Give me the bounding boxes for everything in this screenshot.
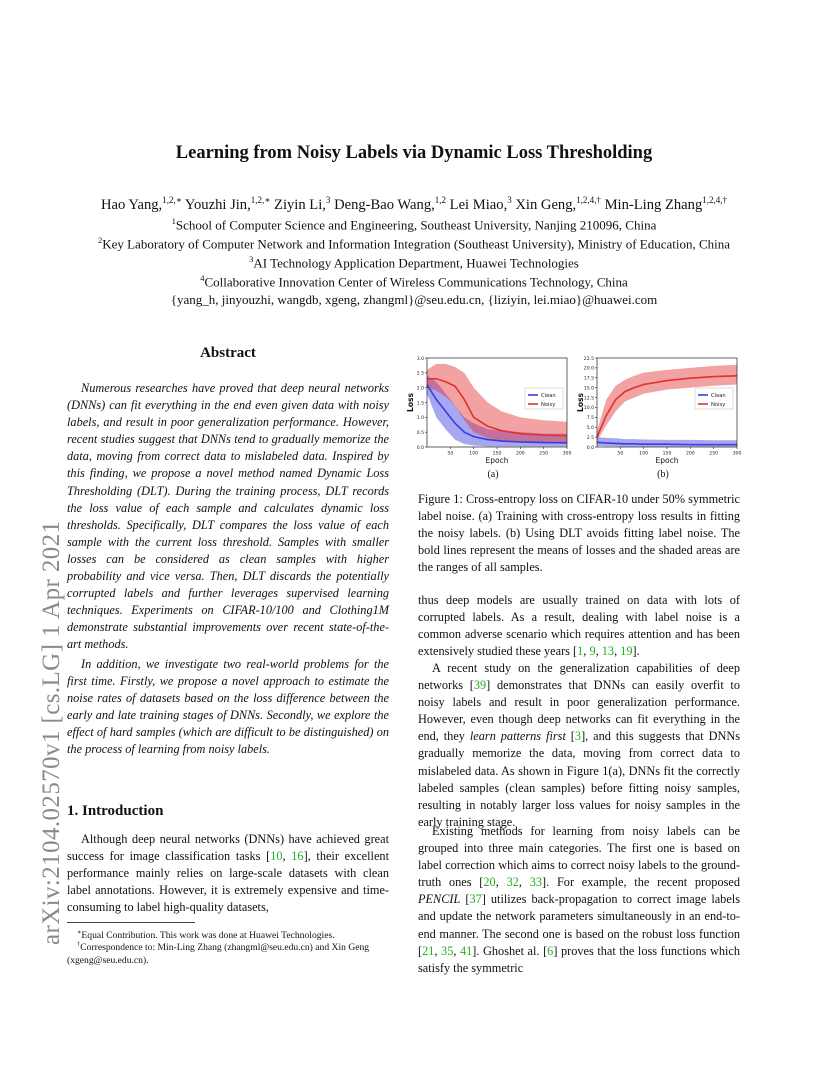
- author: Youzhi Jin,$^{1,2,∗}$: [181, 195, 271, 213]
- body-paragraph: [418, 823, 740, 977]
- footnote: ∗Equal Contribution. This work was done at Huawei Technologies.: [77, 929, 335, 942]
- x-tick-label: 250: [709, 451, 719, 457]
- text-run: ], and this suggests that DNNs gradually memorize the data, moving from correct data to mislabeled data. As shown in Figure 1(a), DNNs fit the correctly labeled samples (clean samples) before fitting noisy samples, resulting in notably larger loss values for noisy samples in the early training stage.: [418, 729, 741, 829]
- text-run: ,: [453, 943, 460, 958]
- author-list: [0, 195, 828, 214]
- text-run: A recent study on the generalization capabilities of deep networks [: [418, 661, 740, 693]
- text-run: Existing methods for learning from noisy labels can be grouped into three main categories. The first one is based on label correction which aims to correct noisy labels to the ground-truth ones [: [418, 824, 740, 890]
- y-tick-label: 0.0: [416, 445, 424, 451]
- y-tick-label: 2.0: [416, 386, 424, 392]
- arxiv-stamp: arXiv:2104.02570v1 [cs.LG] 1 Apr 2021: [38, 520, 65, 945]
- text-run: ,: [614, 644, 621, 659]
- citation-link[interactable]: 1: [577, 644, 584, 659]
- x-tick-label: 50: [447, 451, 454, 457]
- affiliation: $^4$Collaborative Innovation Center of Wireless Communications Technology, China: [200, 273, 628, 290]
- text-run: [: [460, 892, 470, 907]
- y-tick-label: 10.0: [583, 406, 594, 412]
- figure-caption: Figure 1: Cross-entropy loss on CIFAR-10 under 50% symmetric label noise. (a) Training with cross-entropy loss results in fitting the noisy labels. (b) Using DLT avoids fitting label noise. The bold lines represent the means of losses and the shaded areas are the ranges of all samples.: [418, 492, 740, 575]
- x-tick-label: 100: [469, 451, 479, 457]
- author: Lei Miao,$^3$: [446, 195, 512, 213]
- abstract-heading: Abstract: [200, 345, 256, 361]
- subfigure-label: (b): [657, 469, 669, 480]
- citation-link[interactable]: 10: [270, 849, 283, 864]
- author: Xin Geng,$^{1,2,4,\dagger}$: [511, 195, 601, 213]
- x-tick-label: 250: [539, 451, 549, 457]
- y-tick-label: 20.0: [583, 366, 594, 372]
- text-run: ] proves that the loss functions which satisfy the symmetric: [418, 943, 740, 975]
- figure-1a-chart: [404, 350, 574, 468]
- abstract-paragraph: In addition, we investigate two real-world problems for the first time. Firstly, we propose a novel approach to estimate the noise rates of datasets based on the loss difference between the early and late training stages of DNNs. Secondly, we explore the effect of hard samples (which are difficult to be distinguished) on the process of learning from noisy labels.: [67, 657, 389, 757]
- author-emails: {yang_h, jinyouzhi, wangdb, xgeng, zhangml}@seu.edu.cn, {liziyin, lei.miao}@huawei.com: [170, 292, 658, 307]
- legend-label-noisy: Noisy: [711, 401, 726, 408]
- x-tick-label: 150: [662, 451, 672, 457]
- text-run: ,: [518, 875, 530, 890]
- author: Deng-Bao Wang,$^{1,2}$: [330, 195, 447, 213]
- x-tick-label: 300: [562, 451, 572, 457]
- y-tick-label: 0.5: [416, 430, 424, 436]
- y-tick-label: 3.0: [416, 356, 424, 362]
- text-run: ,: [595, 644, 602, 659]
- citation-link[interactable]: 33: [529, 875, 543, 890]
- author: Hao Yang,$^{1,2,∗}$: [100, 195, 182, 213]
- text-run: ].: [632, 644, 640, 659]
- legend-label-clean: Clean: [711, 392, 726, 399]
- y-tick-label: 17.5: [583, 376, 594, 382]
- citation-link[interactable]: 21: [422, 943, 435, 958]
- citation-link[interactable]: 20: [483, 875, 496, 890]
- text-run: ] demonstrates that DNNs can easily overfit to noisy labels and result in poor generalization performance. However, even though deep networks can fit everything in the end, they: [418, 678, 740, 744]
- figure-1b-chart: [574, 350, 744, 468]
- y-tick-label: 7.5: [586, 416, 594, 422]
- text-run: [: [565, 729, 575, 744]
- y-tick-label: 2.5: [586, 435, 594, 441]
- text-run: Although deep neural networks (DNNs) have achieved great success for image classification tasks [: [67, 832, 389, 864]
- text-run: ], their excellent performance mainly relies on large-scale datasets with clean label annotations. However, it is extremely expensive and time-consuming to label high-quality datasets,: [67, 849, 389, 915]
- emphasis-text: PENCIL: [418, 892, 461, 907]
- affiliation: $^2$Key Laboratory of Computer Network and Information Integration (Southeast University), Ministry of Education, China: [97, 235, 731, 252]
- text-run: ]. Ghoshet al. [: [472, 943, 548, 958]
- citation-link[interactable]: 3: [574, 729, 582, 744]
- text-run: ]. For example, the recent proposed: [542, 875, 740, 890]
- emphasis-text: learn patterns first: [469, 729, 566, 744]
- text-run: ,: [583, 644, 590, 659]
- affiliation: $^1$School of Computer Science and Engineering, Southeast University, Nanjing 210096, China: [171, 216, 657, 233]
- y-tick-label: 12.5: [583, 396, 594, 402]
- citation-link[interactable]: 13: [601, 644, 615, 659]
- x-tick-label: 50: [617, 451, 624, 457]
- y-tick-label: 2.5: [416, 371, 424, 377]
- legend: [695, 388, 733, 409]
- citation-link[interactable]: 35: [441, 943, 454, 958]
- y-tick-label: 5.0: [586, 426, 594, 432]
- citation-link[interactable]: 32: [506, 875, 519, 890]
- body-paragraph: [418, 660, 740, 831]
- paper-title: Learning from Noisy Labels via Dynamic Loss Thresholding: [175, 143, 653, 163]
- text-run: thus deep models are usually trained on data with lots of corrupted labels. As a result, dealing with label noise is a common adverse scenario which requires attention and has been extensively studied these years [: [418, 593, 740, 659]
- body-paragraph: [418, 592, 740, 660]
- x-tick-label: 300: [732, 451, 742, 457]
- text-run: ,: [495, 875, 507, 890]
- author: Ziyin Li,$^3$: [270, 195, 331, 213]
- x-tick-label: 200: [685, 451, 695, 457]
- footnote-rule: [67, 922, 195, 923]
- subfigure-label: (a): [487, 469, 499, 480]
- text-run: ,: [434, 943, 442, 958]
- section-heading: 1. Introduction: [67, 803, 164, 819]
- y-tick-label: 1.0: [416, 416, 424, 422]
- citation-link[interactable]: 39: [473, 678, 487, 693]
- y-tick-label: 0.0: [586, 445, 594, 451]
- citation-link[interactable]: 9: [589, 644, 596, 659]
- legend: [525, 388, 563, 409]
- legend-label-noisy: Noisy: [541, 401, 556, 408]
- intro-paragraph: [67, 831, 389, 916]
- legend-label-clean: Clean: [541, 392, 556, 399]
- y-axis-label: Loss: [576, 393, 585, 412]
- x-axis-label: Epoch: [485, 456, 509, 465]
- author: Min-Ling Zhang$^{1,2,4,\dagger}$: [600, 195, 728, 213]
- affiliation: $^3$AI Technology Application Department, Huawei Technologies: [249, 254, 579, 271]
- citation-link[interactable]: 19: [620, 644, 633, 659]
- y-tick-label: 15.0: [583, 386, 594, 392]
- y-tick-label: 22.5: [583, 356, 594, 362]
- x-tick-label: 200: [515, 451, 525, 457]
- citation-link[interactable]: 6: [547, 943, 554, 958]
- text-run: ,: [282, 849, 292, 864]
- x-tick-label: 100: [639, 451, 649, 457]
- footnote: †Correspondence to: Min-Ling Zhang (zhangml@seu.edu.cn) and Xin Geng (xgeng@seu.edu.cn).: [67, 941, 370, 966]
- citation-link[interactable]: 16: [291, 849, 304, 864]
- x-axis-label: Epoch: [655, 456, 679, 465]
- citation-link[interactable]: 41: [459, 943, 473, 958]
- citation-link[interactable]: 37: [469, 892, 482, 907]
- y-tick-label: 1.5: [416, 401, 424, 407]
- abstract-paragraph: Numerous researches have proved that deep neural networks (DNNs) can fit everything in the end even given data with noisy labels, and result in poor generalization performance. However, recent studies suggest that DNNs tend to gradually memorize the data, moving from correct data to mislabeled data. Inspired by this finding, we propose a novel method named Dynamic Loss Thresholding (DLT). During the training process, DLT records the loss value of each sample and calculates dynamic loss thresholds. Specifically, DLT compares the loss value of each sample with the current loss threshold. Samples with smaller losses can be considered as clean samples with higher probability and vice versa. Then, DLT discards the potentially corrupted labels and further leverages supervised learning techniques. Experiments on CIFAR-10/100 and Clothing1M demonstrate substantial improvements over recent state-of-the-art methods.: [67, 381, 389, 652]
- y-axis-label: Loss: [406, 393, 415, 412]
- x-tick-label: 150: [492, 451, 502, 457]
- text-run: ] utilizes back-propagation to correct image labels and update the network parameters simultaneously in an end-to-end manner. The second one is based on the robust loss function [: [418, 892, 740, 958]
